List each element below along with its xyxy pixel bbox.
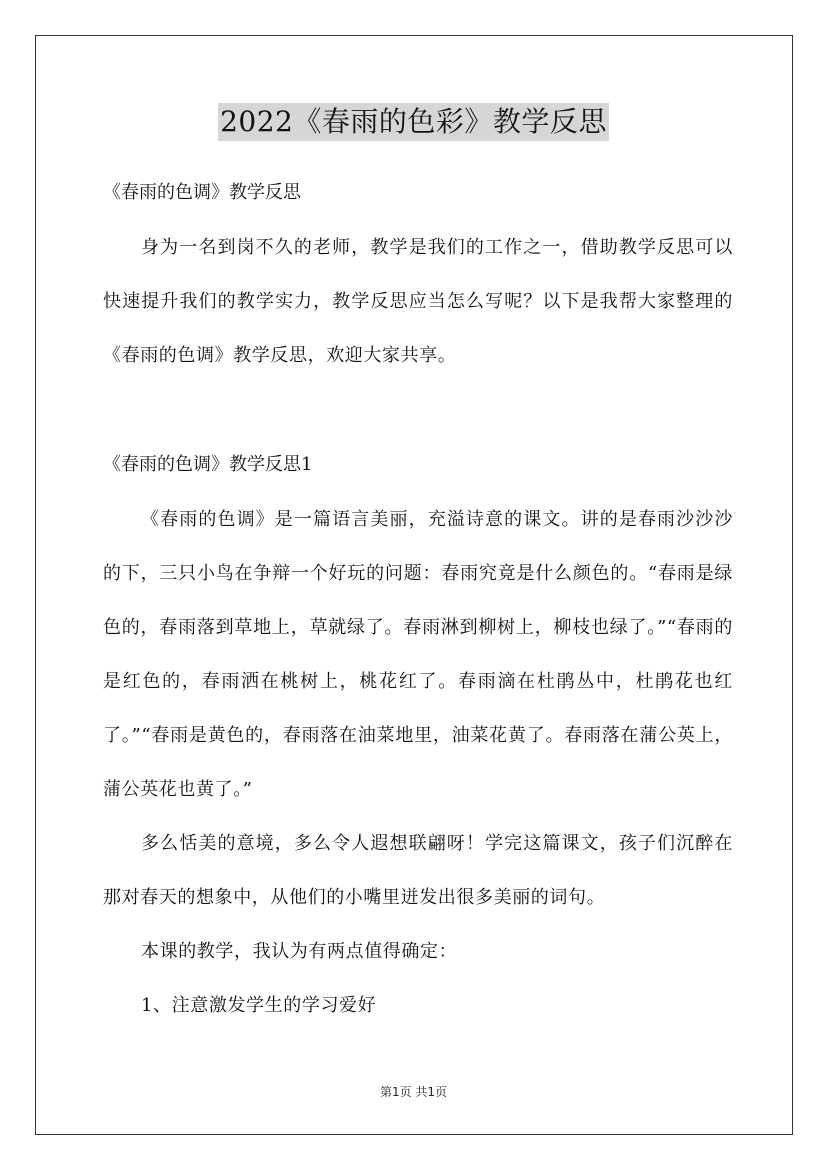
body-paragraph-1: 《春雨的色调》是一篇语言美丽，充溢诗意的课文。讲的是春雨沙沙沙的下，三只小鸟在争辩一个好玩的问题：春雨究竟是什么颜色的。“春雨是绿色的，春雨落到草地上，草就绿了。春雨淋到柳树上，柳枝也绿了。”“春雨的是红色的，春雨洒在桃树上，桃花红了。春雨滴在杜鹃丛中，杜鹃花也红了。”“春雨是黄色的，春雨落在油菜地里，油菜花黄了。春雨落在蒲公英上，蒲公英花也黄了。”: [103, 509, 733, 800]
title-container: [0, 103, 827, 141]
body-paragraph-2: 多么恬美的意境，多么令人遐想联翩呀！学完这篇课文，孩子们沉醉在那对春天的想象中，从他们的小嘴里迸发出很多美丽的词句。: [103, 833, 733, 908]
document-title: 2022《春雨的色彩》教学反思: [218, 103, 609, 141]
body-paragraph-4: 1、注意激发学生的学习爱好: [141, 995, 377, 1016]
subtitle-heading: 《春雨的色调》教学反思: [103, 182, 301, 203]
section-heading: 《春雨的色调》教学反思1: [103, 454, 313, 475]
page-footer: 第1页 共1页: [379, 1085, 448, 1099]
body-paragraph-3: 本课的教学，我认为有两点值得确定：: [141, 941, 458, 962]
intro-paragraph: 身为一名到岗不久的老师，教学是我们的工作之一，借助教学反思可以快速提升我们的教学实力，教学反思应当怎么写呢？以下是我帮大家整理的《春雨的色调》教学反思，欢迎大家共享。: [103, 237, 733, 366]
